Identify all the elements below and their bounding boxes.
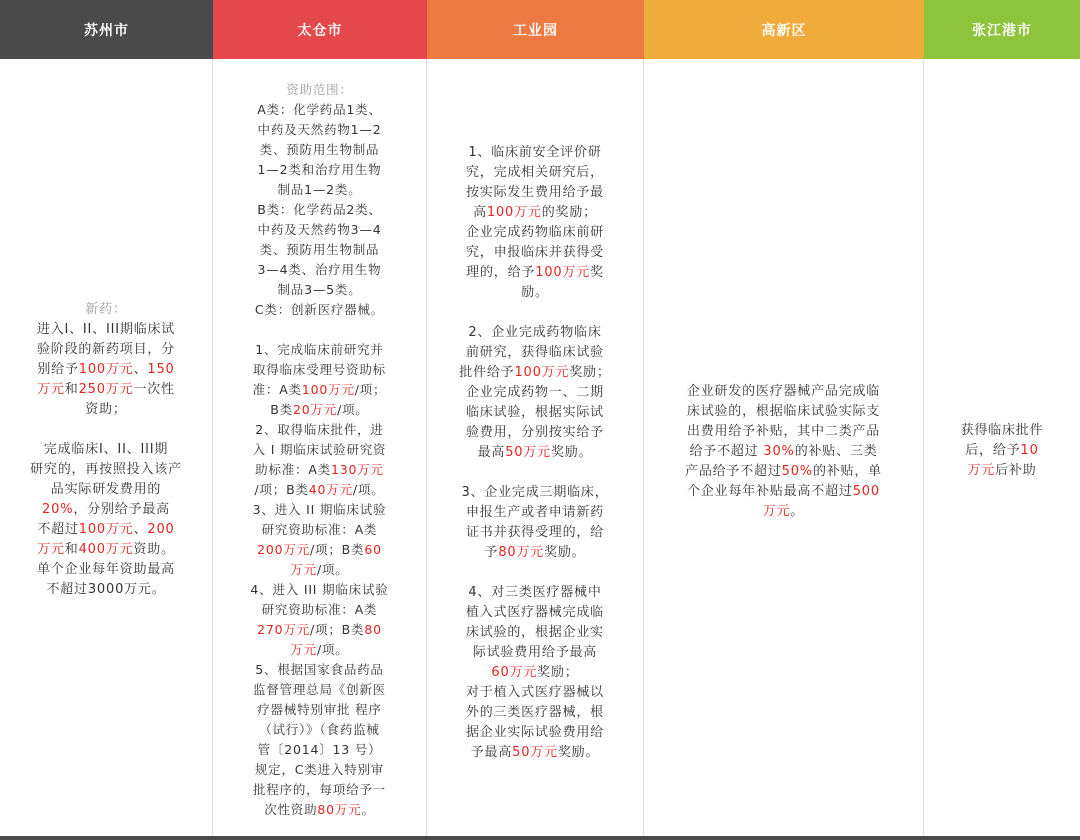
cell-snd	[644, 59, 924, 836]
taicang-line: 1—2类和治疗用生物	[257, 162, 382, 177]
suzhou-line: 单个企业每年资助最高	[36, 561, 175, 577]
suzhou-line: 万元和250万元一次性	[37, 381, 175, 397]
taicang-line: 1、完成临床前研究并	[255, 342, 384, 357]
sip-line: 企业完成药物一、二期	[465, 384, 604, 400]
sip-line: 60万元奖励；	[491, 664, 579, 680]
suzhou-line: 研究的，再按照投入该产	[30, 461, 182, 477]
taicang-line: 批程序的，每项给予一	[252, 782, 386, 797]
taicang-line: 取得临床受理号资助标	[252, 362, 386, 377]
cell-suzhou	[0, 59, 213, 836]
taicang-line: 监督管理总局《创新医	[252, 682, 386, 697]
sip-line: 予最高50万元奖励。	[470, 744, 600, 760]
taicang-line: 270万元/项；B类80	[257, 622, 382, 637]
suzhou-text	[22, 300, 190, 600]
suzhou-line: 验阶段的新药项目，分	[36, 341, 175, 357]
header-snd: 高新区	[644, 0, 924, 59]
taicang-line: 入 I 期临床试验研究资	[252, 442, 387, 457]
sip-line: 励。	[521, 284, 549, 300]
suzhou-line: 别给予100万元、150	[37, 361, 175, 377]
snd-line: 出费用给予补贴，其中二类产品	[686, 423, 881, 439]
cell-sip	[427, 59, 644, 836]
snd-line: 给予不超过 30%的补贴、三类	[689, 443, 878, 459]
taicang-line: 研究资助标准：A类	[261, 522, 378, 537]
header-row	[0, 0, 1080, 59]
suzhou-line: 资助；	[85, 401, 127, 417]
taicang-line: 万元/项。	[290, 642, 349, 657]
taicang-line: 准：A类100万元/项；	[252, 382, 387, 397]
taicang-line: 5、根据国家食品药品	[255, 662, 384, 677]
taicang-line: 2、取得临床批件，进	[255, 422, 384, 437]
suzhou-line: 20%，分别给予最高	[42, 501, 170, 517]
sip-text	[451, 143, 619, 763]
suzhou-line: 进入I、II、III期临床试	[36, 321, 176, 337]
snd-line: 床试验的，根据临床试验实际支	[686, 403, 881, 419]
sip-line: 验费用，分别按实给予	[465, 424, 604, 440]
taicang-line: 3—4类、治疗用生物	[257, 262, 382, 277]
taicang-line: （试行）》（食药监械	[259, 722, 380, 737]
suzhou-line: 品实际研发费用的	[50, 481, 162, 497]
sip-line: 前研究，获得临床试验	[465, 344, 604, 360]
sip-line: 予80万元奖励。	[484, 544, 586, 560]
snd-line: 万元。	[762, 503, 805, 519]
taicang-line: 研究资助标准：A类	[261, 602, 378, 617]
sip-line: 企业完成药物临床前研	[465, 224, 604, 240]
sip-line: 究，申报临床并获得受	[465, 244, 604, 260]
sip-line: 按实际发生费用给予最	[465, 184, 604, 200]
sip-line: 对于植入式医疗器械以	[465, 684, 604, 700]
suzhou-line: 完成临床I、II、III期	[43, 441, 169, 457]
taicang-line: 200万元/项；B类60	[257, 542, 382, 557]
sip-line: 4、对三类医疗器械中	[468, 584, 602, 600]
taicang-line: B类20万元/项。	[270, 402, 369, 417]
taicang-line: 4、进入 III 期临床试验	[250, 582, 389, 597]
taicang-line: 规定，C类进入特别审	[254, 762, 385, 777]
taicang-line: 中药及天然药物3—4	[257, 222, 382, 237]
header-taicang: 太仓市	[213, 0, 427, 59]
sip-line: 际试验费用给予最高	[472, 644, 598, 660]
header-zjg: 张江港市	[924, 0, 1080, 59]
sip-line: 床试验的，根据企业实	[465, 624, 604, 640]
sip-line: 植入式医疗器械完成临	[465, 604, 604, 620]
taicang-line: B类：化学药品2类、	[257, 202, 382, 217]
sip-line: 1、临床前安全评价研	[468, 144, 602, 160]
sip-line: 批件给予100万元奖励；	[459, 364, 611, 380]
taicang-line: 管〔2014〕13 号）	[257, 742, 382, 757]
header-sip: 工业园	[427, 0, 644, 59]
taicang-line: 助标准：A类130万元	[255, 462, 384, 477]
taicang-line: 类、预防用生物制品	[259, 142, 380, 157]
sip-line: 证书并获得受理的，给	[465, 524, 604, 540]
sip-line: 临床试验，根据实际试	[465, 404, 604, 420]
taicang-line: C类：创新医疗器械。	[254, 302, 385, 317]
snd-line: 个企业每年补贴最高不超过500	[687, 483, 880, 499]
sip-line: 理的，给予100万元奖	[466, 264, 604, 280]
taicang-line: 次性资助80万元。	[264, 802, 375, 817]
sip-line: 究，完成相关研究后，	[465, 164, 604, 180]
snd-line: 企业研发的医疗器械产品完成临	[686, 383, 881, 399]
taicang-line: /项；B类40万元/项。	[254, 482, 385, 497]
sip-line: 最高50万元奖励。	[477, 444, 593, 460]
cell-taicang	[213, 59, 427, 836]
taicang-text	[240, 80, 400, 820]
suzhou-line: 万元和400万元资助。	[37, 541, 175, 557]
taicang-line: A类：化学药品1类、	[257, 102, 382, 117]
sip-line: 2、企业完成药物临床	[468, 324, 602, 340]
body-row	[0, 59, 1080, 840]
zjg-line: 后，给予10	[965, 442, 1039, 458]
suzhou-line: 不超过3000万元。	[46, 581, 166, 597]
taicang-line: 类、预防用生物制品	[259, 242, 380, 257]
sip-line: 3、企业完成三期临床，	[461, 484, 609, 500]
cell-zjg	[924, 59, 1080, 836]
taicang-line: 资助范围：	[286, 82, 353, 97]
taicang-line: 制品3—5类。	[277, 282, 362, 297]
suzhou-line: 新药：	[85, 301, 127, 317]
taicang-line: 3、进入 II 期临床试验	[252, 502, 387, 517]
sip-line: 申报生产或者申请新药	[465, 504, 604, 520]
suzhou-line: 不超过100万元、200	[37, 521, 175, 537]
zjg-line: 获得临床批件	[960, 422, 1044, 438]
sip-line: 外的三类医疗器械，根	[465, 704, 604, 720]
taicang-line: 疗器械特别审批 程序	[257, 702, 382, 717]
snd-text	[670, 382, 898, 522]
sip-line: 高100万元的奖励；	[473, 204, 597, 220]
sip-line: 据企业实际试验费用给	[465, 724, 604, 740]
taicang-line: 中药及天然药物1—2	[257, 122, 382, 137]
taicang-line: 制品1—2类。	[277, 182, 362, 197]
header-suzhou: 苏州市	[0, 0, 213, 59]
snd-line: 产品给予不超过50%的补贴，单	[685, 463, 882, 479]
taicang-line: 万元/项。	[290, 562, 349, 577]
zjg-line: 万元后补助	[967, 462, 1037, 478]
zjg-text	[942, 421, 1062, 481]
